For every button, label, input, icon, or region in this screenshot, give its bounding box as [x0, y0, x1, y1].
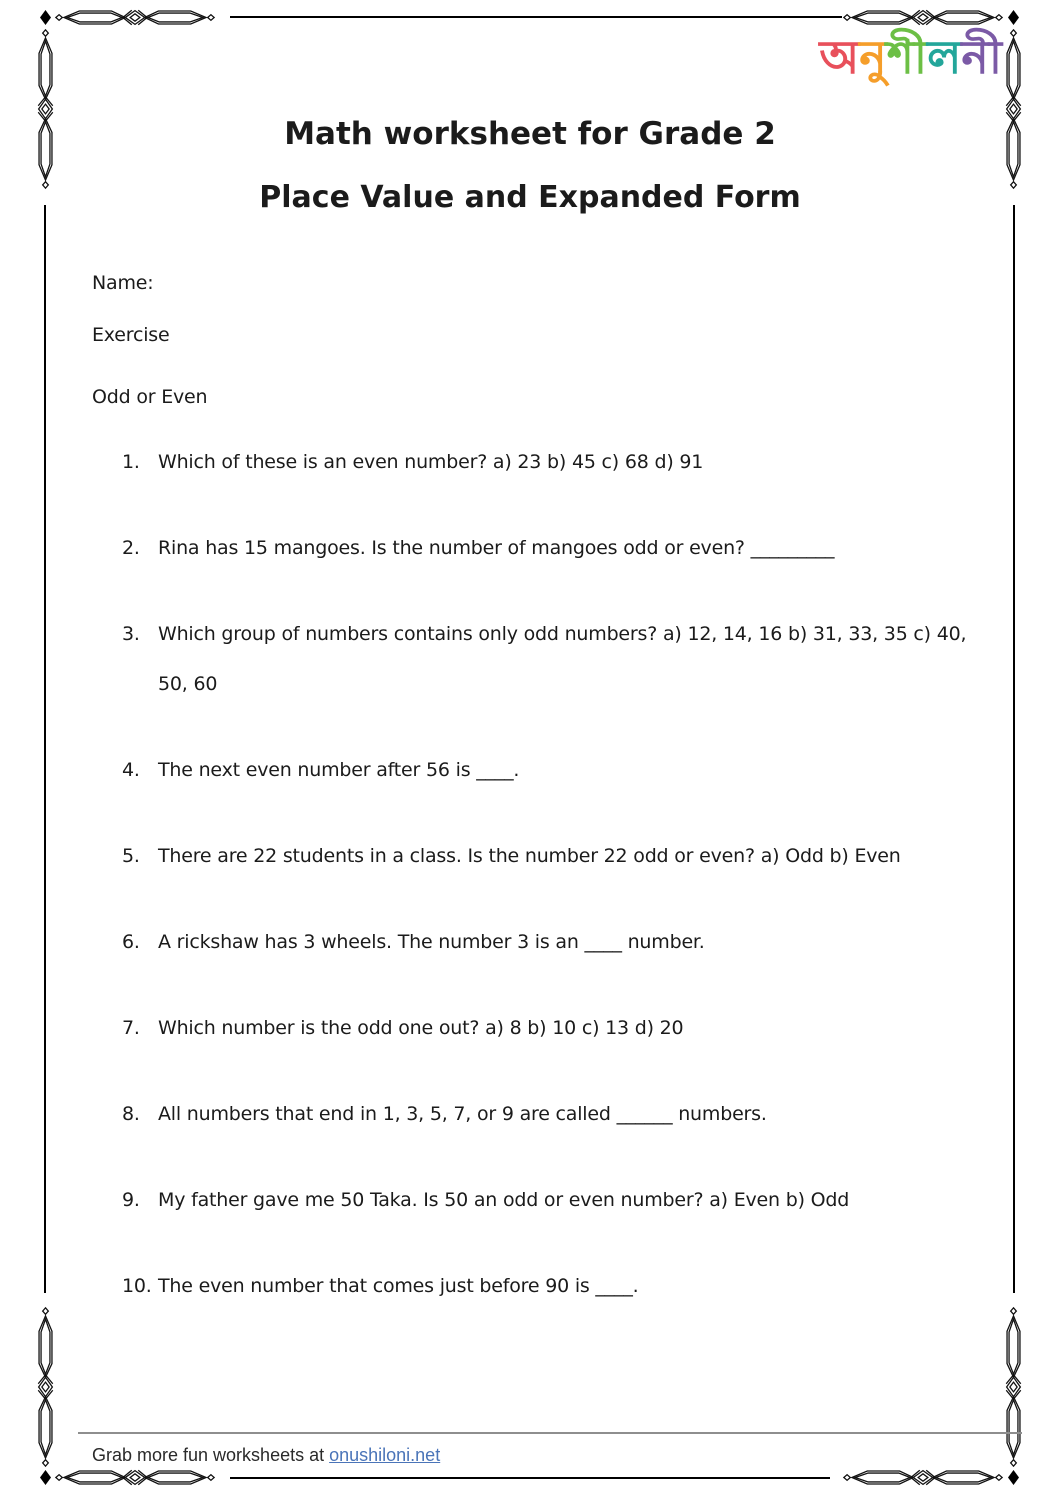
border-corner-top-right	[1008, 10, 1019, 25]
question-item	[122, 523, 970, 573]
border-ornament-left-bottom	[35, 1306, 56, 1468]
border-ornament-top-left	[54, 7, 216, 28]
question-number: 3.	[122, 623, 140, 645]
question-text: A rickshaw has 3 wheels. The number 3 is an ____ number.	[158, 931, 705, 953]
question-text: All numbers that end in 1, 3, 5, 7, or 9 are called ______ numbers.	[158, 1103, 767, 1125]
border-ornament-left-top	[35, 28, 56, 190]
question-text: Which of these is an even number? a) 23 b) 45 c) 68 d) 91	[158, 451, 704, 473]
question-number: 9.	[122, 1189, 140, 1211]
footer-link[interactable]: onushiloni.net	[329, 1445, 441, 1465]
logo-letter: অ	[819, 30, 860, 84]
question-number: 10.	[122, 1275, 152, 1297]
section-label: Odd or Even	[92, 386, 208, 408]
border-ornament-top-right	[842, 7, 1004, 28]
question-item	[122, 917, 970, 967]
border-line-bottom	[230, 1477, 830, 1479]
border-ornament-bottom-left	[54, 1467, 216, 1488]
border-corner-top-left	[40, 10, 51, 25]
question-number: 8.	[122, 1103, 140, 1125]
exercise-label: Exercise	[92, 324, 170, 346]
logo-letter: নী	[961, 30, 1002, 84]
footer-text	[92, 1443, 440, 1467]
border-corner-bottom-left	[40, 1470, 51, 1485]
border-line-left	[44, 205, 46, 1293]
question-text: Which number is the odd one out? a) 8 b) 10 c) 13 d) 20	[158, 1017, 684, 1039]
footer-divider	[78, 1432, 1022, 1434]
question-number: 4.	[122, 759, 140, 781]
question-item	[122, 609, 970, 709]
question-item	[122, 1261, 970, 1311]
worksheet-title: Math worksheet for Grade 2	[284, 116, 776, 152]
question-number: 2.	[122, 537, 140, 559]
worksheet-subtitle: Place Value and Expanded Form	[259, 180, 801, 215]
border-ornament-bottom-right	[842, 1467, 1004, 1488]
border-line-top	[230, 16, 842, 18]
question-text: Rina has 15 mangoes. Is the number of mangoes odd or even? _________	[158, 537, 835, 559]
name-label: Name:	[92, 272, 154, 294]
logo	[819, 30, 1002, 84]
border-ornament-right-top	[1003, 28, 1024, 190]
logo-letter: নু	[859, 30, 887, 84]
worksheet-body	[92, 272, 970, 1347]
question-text: The next even number after 56 is ____.	[158, 759, 520, 781]
question-text: There are 22 students in a class. Is the number 22 odd or even? a) Odd b) Even	[158, 845, 901, 867]
border-corner-bottom-right	[1008, 1470, 1019, 1485]
question-item	[122, 831, 970, 881]
question-item	[122, 1175, 970, 1225]
question-item	[122, 745, 970, 795]
question-item	[122, 437, 970, 487]
border-ornament-right-bottom	[1003, 1306, 1024, 1468]
question-item	[122, 1003, 970, 1053]
question-number: 7.	[122, 1017, 140, 1039]
border-line-right	[1013, 205, 1015, 1293]
question-number: 5.	[122, 845, 140, 867]
question-text: Which group of numbers contains only odd numbers? a) 12, 14, 16 b) 31, 33, 35 c) 40, 50, 60	[158, 623, 967, 695]
logo-letter: ল	[927, 30, 962, 84]
question-item	[122, 1089, 970, 1139]
question-text: My father gave me 50 Taka. Is 50 an odd or even number? a) Even b) Odd	[158, 1189, 850, 1211]
question-number: 1.	[122, 451, 140, 473]
question-number: 6.	[122, 931, 140, 953]
question-list	[92, 437, 970, 1311]
logo-letter: শী	[886, 30, 928, 84]
question-text: The even number that comes just before 90 is ____.	[158, 1275, 639, 1297]
footer-label: Grab more fun worksheets at	[92, 1445, 330, 1465]
